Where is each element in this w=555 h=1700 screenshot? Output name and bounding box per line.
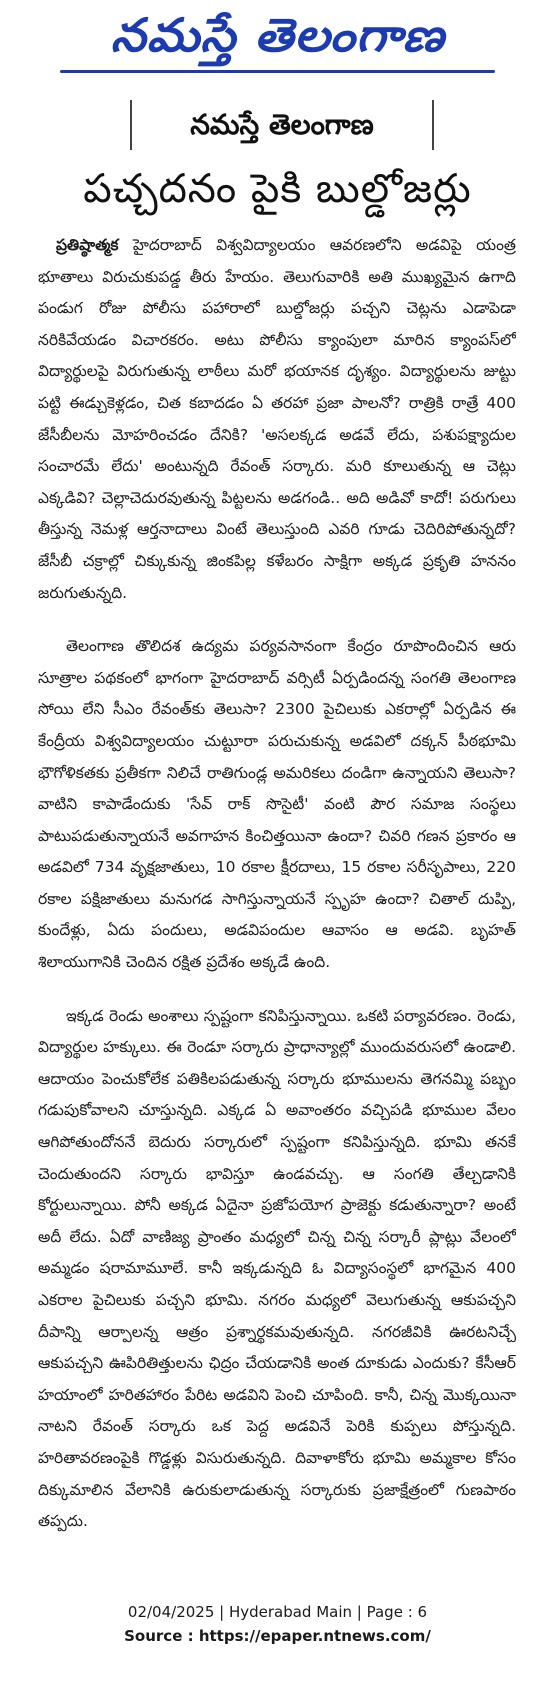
article-paragraph <box>38 230 516 609</box>
dateline: 02/04/2025 | Hyderabad Main | Page : 6 <box>127 1603 428 1621</box>
masthead-title: నమస్తే తెలంగాణ <box>110 8 445 62</box>
masthead-rule <box>60 70 495 73</box>
article-headline: పచ్చదనం పైకి బుల్డోజర్లు <box>83 166 472 212</box>
column-flag-label: నమస్తే తెలంగాణ <box>190 108 374 141</box>
article-body <box>38 230 516 1590</box>
article-paragraph: తెలంగాణ తొలిదశ ఉద్యమ పర్యవసానంగా కేంద్రం రూపొందించిన ఆరు సూత్రాల పథకంలో భాగంగా హైదరాబాద్‌ వర్సిటీ ఏర్పడిందన్న సంగతి తెలంగాణ సోయి లేని సీఎం రేవంత్‌కు తెలుసా? 2300 పైచిలుకు ఎకరాల్లో ఏర్పడిన ఈ కేంద్రీయ విశ్వవిద్యాలయం చుట్టూరా పరుచుకున్న అడవిలో దక్కన్‌ పీఠభూమి భౌగోళికతకు ప్రతీకగా నిలిచే రాతిగుండ్ల అమరికలు దండిగా ఉన్నాయని తెలుసా? వాటిని కాపాడేందుకు 'సేవ్‌ రాక్‌ సొసైటీ' వంటి పౌర సమాజ సంస్థలు పాటుపడుతున్నాయనే అవగాహన కించిత్తయినా ఉందా? చివరి గణన ప్రకారం ఆ అడవిలో 734 వృక్షజాతులు, 10 రకాల క్షీరదాలు, 15 రకాల సరీసృపాలు, 220 రకాల పక్షిజాతులు మనుగడ సాగిస్తున్నాయనే స్పృహ ఉందా? చితాల్‌ దుప్పి, కుందేళ్లు, ఏదు పందులు, అడవిపందుల ఆవాసం ఆ అడవి. బృహత్‌ శిలాయుగానికి చెందిన రక్షిత ప్రదేశం అక్కడే ఉంది. <box>38 637 516 972</box>
column-flag <box>130 100 434 150</box>
lead-word: ప్రతిష్ఠాత్మక <box>56 236 119 254</box>
newspaper-masthead <box>0 4 555 78</box>
article-paragraph: ఇక్కడ రెండు అంశాలు స్పష్టంగా కనిపిస్తున్నాయి. ఒకటి పర్యావరణం. రెండు, విద్యార్థుల హక్కులు. ఈ రెండూ సర్కారు ప్రాధాన్యాల్లో ముందువరుసలో ఉండాలి. ఆదాయం పెంచుకోలేక పతికిలపడుతున్న సర్కారు భూములను తెగనమ్మి పబ్బం గడుపుకోవాలని చూస్తున్నది. ఎక్కడ ఏ అవాంతరం వచ్చిపడి భూముల వేలం ఆగిపోతుందోననే బెదురు సర్కారులో స్పష్టంగా కనిపిస్తున్నది. భూమి తనకే చెందుతుందని సర్కారు భావిస్తూ ఉండవచ్చు. ఆ సంగతి తేల్చడానికి కోర్టులున్నాయి. పోనీ అక్కడ ఏదైనా ప్రజోపయోగ ప్రాజెక్టు కడుతున్నారా? అంటే అదీ లేదు. ఏదో వాణిజ్య ప్రాంతం మధ్యలో చిన్న చిన్న సర్కారీ ప్లాట్లు వేలంలో అమ్మడం షరామామూలే. కానీ ఇక్కడున్నది ఓ విద్యాసంస్థలో భాగమైన 400 ఎకరాల పైచిలుకు పచ్చని భూమి. నగరం మధ్యలో వెలుగుతున్న ఆకుపచ్చని దీపాన్ని ఆర్పాలన్న ఆత్రం ప్రశ్నార్థకమవుతున్నది. నగరజీవికి ఊరటనిచ్చే ఆకుపచ్చని ఊపిరితిత్తులను ఛిద్రం చేయడానికి అంత దూకుడు ఎందుకు? కేసీఆర్‌ హయాంలో హరితహారం పేరిట అడవిని పెంచి చూపింది. కానీ, చిన్న మొక్కయినా నాటని రేవంత్‌ సర్కారు ఒక పెద్ద అడవినే పెరికి కుప్పలు పోస్తున్నది. హరితావరణంపైకి గొడ్డళ్లు విసురుతున్నది. దివాళాకోరు భూమి అమ్మకాల కోసం దిక్కుమాలిన వేలానికి ఉరుకులాడుతున్న సర్కారుకు ప్రజాక్షేత్రంలో గుణపాఠం తప్పదు. <box>38 1006 516 1531</box>
source-line: Source : https://epaper.ntnews.com/ <box>124 1627 431 1645</box>
page-footer <box>0 1600 555 1670</box>
paragraph-text: హైదరాబాద్‌ విశ్వవిద్యాలయం ఆవరణలోని అడవిపై యంత్ర భూతాలు విరుచుకుపడ్డ తీరు హేయం. తెలుగువారికి అతి ముఖ్యమైన ఉగాది పండుగ రోజు పోలీసు పహారాలో బుల్డోజర్లు పచ్చని చెట్లను ఎడాపెడా నరికివేయడం విచారకరం. అటు పోలీసు క్యాంపులా మారిన క్యాంపస్‌లో విద్యార్థులపై విరుగుతున్న లాఠీలు మరో భయానక దృశ్యం. విద్యార్థులను జుట్టు పట్టి ఈడ్చుకెళ్లడం, చిత కబాదడం ఏ తరహా ప్రజా పాలనో? రాత్రికి రాత్రే 400 జేసీబీలను మోహరించడం దేనికి? 'అసలక్కడ అడవే లేదు, పశుపక్ష్యాదుల సంచారమే లేదు' అంటున్నది రేవంత్‌ సర్కారు. మరి కూలుతున్న ఆ చెట్లు ఎక్కడివి? చెల్లాచెదురవుతున్న పిట్టలను అడగండి.. అది అడివో కాదో! పరుగులు తీస్తున్న నెమళ్ల ఆర్తనాదాలు వింటే తెలుస్తుంది ఎవరి గూడు చెదిరిపోతున్నదో? జేసీబీ చక్రాల్లో చిక్కుకున్న జింకపిల్ల కళేబరం సాక్షిగా అక్కడ ప్రకృతి హననం జరుగుతున్నది. <box>38 236 516 602</box>
